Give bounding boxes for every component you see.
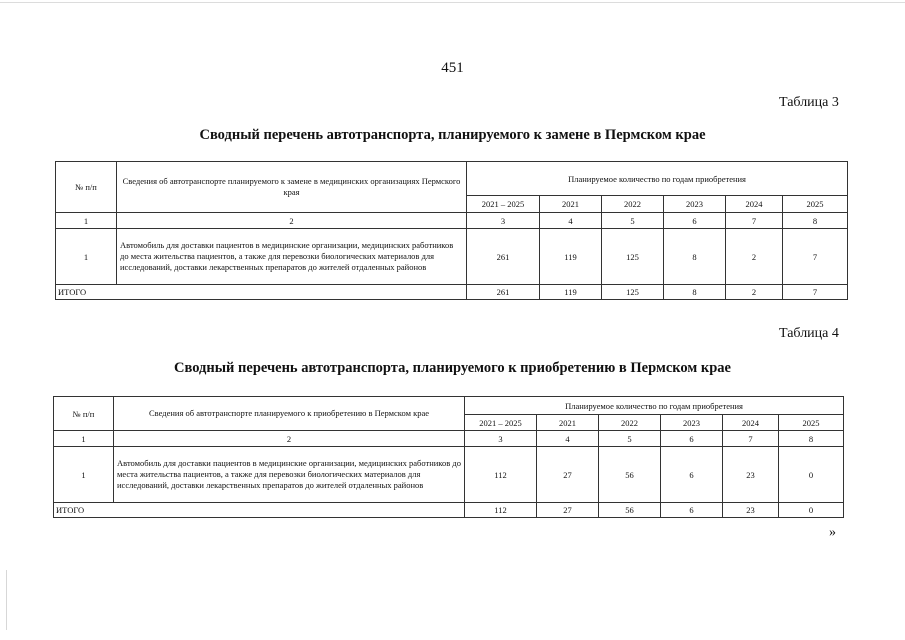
header-year: 2023 xyxy=(664,196,726,213)
row-value: 8 xyxy=(664,229,726,285)
row-value: 23 xyxy=(723,447,779,503)
table-4-label: Таблица 4 xyxy=(779,326,839,341)
row-value: 0 xyxy=(779,447,844,503)
column-number: 8 xyxy=(783,213,848,229)
table-row xyxy=(54,447,844,503)
total-value: 261 xyxy=(467,285,540,300)
table-4-title: Сводный перечень автотранспорта, планируемого к приобретению в Пермском крае xyxy=(174,360,731,376)
row-value: 6 xyxy=(661,447,723,503)
table-row xyxy=(56,229,848,285)
column-number: 4 xyxy=(540,213,602,229)
column-number: 3 xyxy=(465,431,537,447)
row-description: Автомобиль для доставки пациентов в медицинские организации, медицинских работников до места жительства пациентов, а также для перевозки биологических материалов для исследований, доставки лекарственных препаратов до жителей отдаленных районов xyxy=(117,229,467,285)
total-value: 23 xyxy=(723,503,779,518)
header-year: 2022 xyxy=(599,415,661,431)
scan-artifact-left xyxy=(6,570,7,630)
header-year: 2021 – 2025 xyxy=(465,415,537,431)
column-number: 8 xyxy=(779,431,844,447)
header-year: 2021 xyxy=(537,415,599,431)
row-value: 119 xyxy=(540,229,602,285)
header-planned-quantity: Планируемое количество по годам приобретения xyxy=(465,397,844,415)
column-number: 3 xyxy=(467,213,540,229)
header-description: Сведения об автотранспорте планируемого к замене в медицинских организациях Пермского края xyxy=(117,162,467,213)
header-year: 2023 xyxy=(661,415,723,431)
column-number: 5 xyxy=(599,431,661,447)
column-number: 6 xyxy=(664,213,726,229)
total-value: 112 xyxy=(465,503,537,518)
header-planned-quantity: Планируемое количество по годам приобретения xyxy=(467,162,848,196)
table-3-title: Сводный перечень автотранспорта, планируемого к замене в Пермском крае xyxy=(199,127,706,143)
table-3 xyxy=(55,161,848,300)
scan-artifact-top xyxy=(0,2,905,3)
column-number: 7 xyxy=(723,431,779,447)
column-number: 7 xyxy=(726,213,783,229)
column-number: 1 xyxy=(56,213,117,229)
row-value: 125 xyxy=(602,229,664,285)
header-num: № п/п xyxy=(56,162,117,213)
header-year: 2025 xyxy=(783,196,848,213)
column-number: 1 xyxy=(54,431,114,447)
row-num: 1 xyxy=(54,447,114,503)
total-value: 8 xyxy=(664,285,726,300)
total-row xyxy=(54,503,844,518)
total-value: 125 xyxy=(602,285,664,300)
continuation-mark: » xyxy=(829,525,836,540)
table-3-label: Таблица 3 xyxy=(779,95,839,110)
header-year: 2025 xyxy=(779,415,844,431)
row-value: 7 xyxy=(783,229,848,285)
header-description: Сведения об автотранспорте планируемого к приобретению в Пермском крае xyxy=(114,397,465,431)
column-number: 5 xyxy=(602,213,664,229)
header-num: № п/п xyxy=(54,397,114,431)
total-value: 27 xyxy=(537,503,599,518)
column-number: 2 xyxy=(114,431,465,447)
column-number: 6 xyxy=(661,431,723,447)
header-year: 2021 xyxy=(540,196,602,213)
row-value: 2 xyxy=(726,229,783,285)
total-row xyxy=(56,285,848,300)
total-value: 7 xyxy=(783,285,848,300)
header-year: 2024 xyxy=(726,196,783,213)
row-value: 27 xyxy=(537,447,599,503)
header-year: 2024 xyxy=(723,415,779,431)
row-value: 56 xyxy=(599,447,661,503)
total-value: 6 xyxy=(661,503,723,518)
total-value: 2 xyxy=(726,285,783,300)
total-value: 56 xyxy=(599,503,661,518)
column-number-row xyxy=(56,213,848,229)
total-label: ИТОГО xyxy=(54,503,465,518)
row-value: 261 xyxy=(467,229,540,285)
column-number: 4 xyxy=(537,431,599,447)
header-year: 2021 – 2025 xyxy=(467,196,540,213)
header-year: 2022 xyxy=(602,196,664,213)
total-value: 119 xyxy=(540,285,602,300)
row-num: 1 xyxy=(56,229,117,285)
row-value: 112 xyxy=(465,447,537,503)
row-description: Автомобиль для доставки пациентов в медицинские организации, медицинских работников до места жительства пациентов, а также для перевозки биологических материалов для исследований, доставки лекарственных препаратов до жителей отдаленных районов xyxy=(114,447,465,503)
total-value: 0 xyxy=(779,503,844,518)
column-number-row xyxy=(54,431,844,447)
total-label: ИТОГО xyxy=(56,285,467,300)
column-number: 2 xyxy=(117,213,467,229)
page-number: 451 xyxy=(441,60,464,76)
table-4 xyxy=(53,396,844,518)
